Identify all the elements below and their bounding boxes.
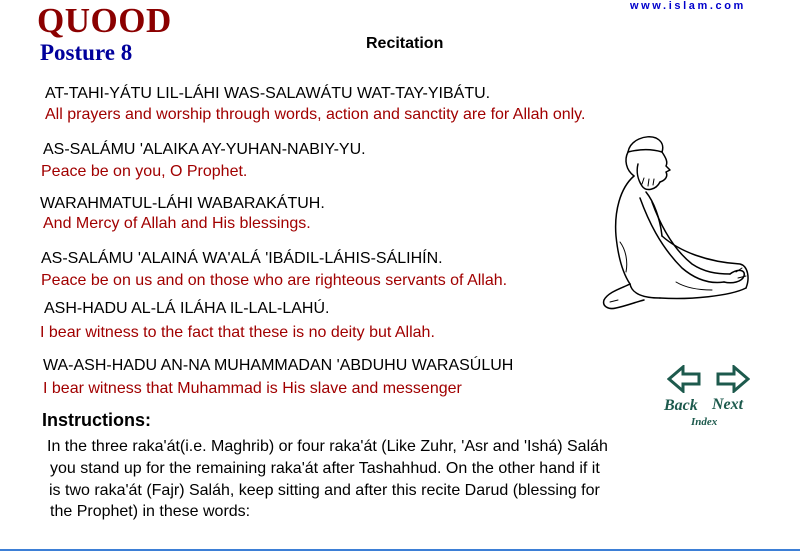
recitation-arabic-4: AS-SALÁMU 'ALAINÁ WA'ALÁ 'IBÁDIL-LÁHIS-SÁLIHÍN.: [41, 250, 443, 267]
recitation-arabic-5: ASH-HADU AL-LÁ ILÁHA IL-LAL-LAHÚ.: [44, 300, 330, 317]
index-link[interactable]: Index: [691, 416, 718, 428]
man-sitting-icon: [600, 132, 752, 314]
back-button[interactable]: Back: [664, 397, 698, 414]
bottom-divider: [0, 549, 800, 551]
recitation-english-5: I bear witness to the fact that these is no deity but Allah.: [40, 324, 435, 341]
website-link[interactable]: www.islam.com: [630, 0, 746, 12]
posture-subtitle: Posture 8: [40, 40, 133, 65]
recitation-english-3: And Mercy of Allah and His blessings.: [43, 215, 311, 232]
sitting-posture-illustration: [600, 132, 752, 314]
instruction-line-1: In the three raka'át(i.e. Maghrib) or four raka'át (Like Zuhr, 'Asr and 'Ishá) Saláh: [47, 438, 608, 455]
page-title: QUOOD: [37, 1, 172, 40]
instruction-line-2: you stand up for the remaining raka'át after Tashahhud. On the other hand if it: [50, 460, 600, 477]
next-arrow-button[interactable]: [716, 365, 750, 393]
recitation-arabic-3: WARAHMATUL-LÁHI WABARAKÁTUH.: [40, 195, 325, 212]
recitation-arabic-2: AS-SALÁMU 'ALAIKA AY-YUHAN-NABIY-YU.: [43, 141, 366, 158]
right-arrow-icon: [716, 365, 750, 393]
recitation-english-6: I bear witness that Muhammad is His slave and messenger: [43, 380, 462, 397]
left-arrow-icon: [667, 365, 701, 393]
instructions-heading: Instructions:: [42, 410, 152, 430]
recitation-english-4: Peace be on us and on those who are righteous servants of Allah.: [41, 272, 508, 289]
next-button[interactable]: Next: [712, 396, 744, 413]
recitation-arabic-1: AT-TAHI-YÁTU LIL-LÁHI WAS-SALAWÁTU WAT-TAY-YIBÁTU.: [45, 85, 491, 102]
recitation-english-2: Peace be on you, O Prophet.: [41, 163, 248, 180]
instruction-line-4: the Prophet) in these words:: [50, 503, 251, 520]
back-arrow-button[interactable]: [667, 365, 701, 393]
section-title: Recitation: [366, 35, 444, 52]
instruction-line-3: is two raka'át (Fajr) Saláh, keep sitting and after this recite Darud (blessing for: [49, 482, 600, 499]
recitation-arabic-6: WA-ASH-HADU AN-NA MUHAMMADAN 'ABDUHU WARASÚLUH: [43, 357, 514, 374]
recitation-english-1: All prayers and worship through words, action and sanctity are for Allah only.: [45, 106, 586, 123]
